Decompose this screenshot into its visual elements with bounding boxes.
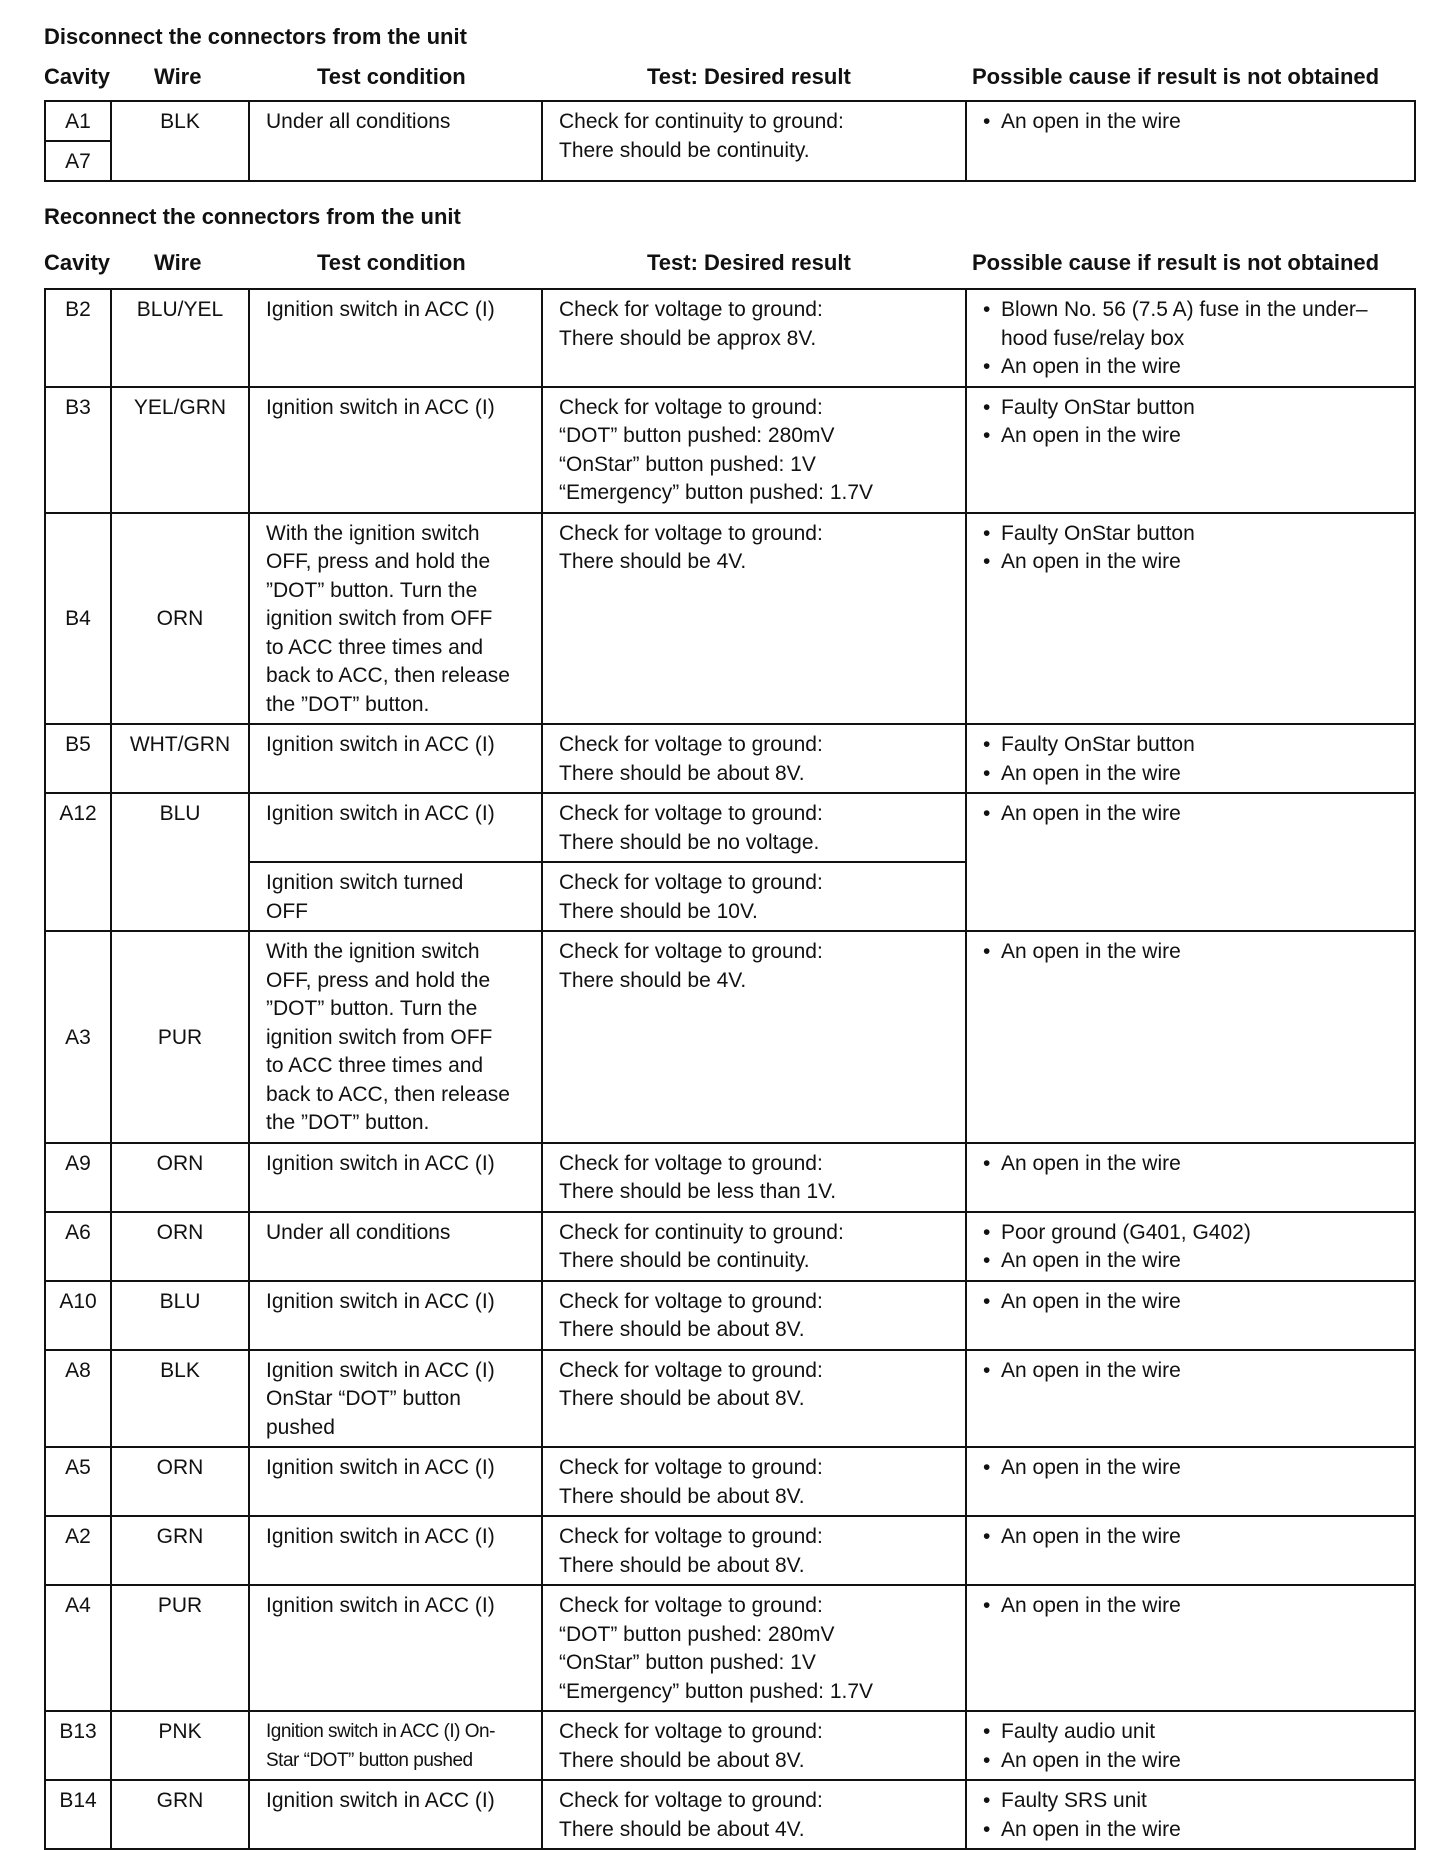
result-cell [542, 1516, 966, 1585]
condition-line: Under all conditions [266, 1220, 451, 1244]
table-row [45, 1350, 1415, 1448]
cause-item: • An open in the wire [983, 1523, 1400, 1552]
cavity-cell [45, 101, 111, 181]
condition-line: Ignition switch in ACC (I) [266, 395, 495, 419]
wire-cell: GRN [111, 1780, 249, 1849]
condition-line: Ignition switch in ACC (I) [266, 1358, 495, 1382]
condition-cell [249, 1212, 542, 1281]
cause-item: • An open in the wire [983, 1357, 1400, 1386]
table-row [45, 387, 1415, 513]
cavity-cell: A5 [45, 1447, 111, 1516]
section-title-reconnect: Reconnect the connectors from the unit [44, 204, 461, 229]
condition-line: Ignition switch in ACC (I) [266, 1151, 495, 1175]
cause-item: • An open in the wire [983, 1288, 1400, 1317]
result-cell [542, 862, 966, 931]
cause-cell [966, 793, 1415, 931]
cause-cell [966, 1516, 1415, 1585]
cause-item: • Poor ground (G401, G402) [983, 1219, 1400, 1248]
header-cavity: Cavity [44, 64, 111, 89]
result-line: Check for voltage to ground: [559, 733, 823, 756]
result-cell [542, 931, 966, 1143]
cavity-cell: A4 [45, 1585, 111, 1711]
result-cell [542, 793, 966, 862]
cause-item: • An open in the wire [983, 353, 1400, 382]
cause-item: • An open in the wire [983, 1247, 1400, 1276]
condition-line: Ignition switch in ACC (I) [266, 1789, 495, 1812]
result-line: “Emergency” button pushed: 1.7V [559, 481, 874, 504]
result-line: Check for voltage to ground: [559, 1594, 823, 1617]
cause-item: • An open in the wire [983, 548, 1400, 577]
result-cell [542, 1281, 966, 1350]
result-line: There should be about 8V. [559, 1748, 805, 1772]
result-line: There should be no voltage. [559, 830, 820, 854]
result-line: “OnStar” button pushed: 1V [559, 452, 816, 476]
cause-item: • An open in the wire [983, 1816, 1400, 1845]
result-line: There should be less than 1V. [559, 1180, 837, 1203]
result-line: There should be continuity. [559, 1249, 810, 1272]
condition-cell [249, 1447, 542, 1516]
result-cell [542, 724, 966, 793]
table-row [45, 931, 1415, 1143]
condition-cell [249, 1516, 542, 1585]
condition-line: the ”DOT” button. [266, 692, 430, 716]
wire-cell: ORN [111, 1143, 249, 1212]
condition-line: With the ignition switch [266, 521, 480, 545]
condition-line: With the ignition switch [266, 940, 480, 963]
result-cell [542, 1212, 966, 1281]
result-cell [542, 101, 966, 181]
condition-line: back to ACC, then release [266, 664, 510, 687]
wire-cell: ORN [111, 1212, 249, 1281]
cause-cell [966, 289, 1415, 387]
condition-cell [249, 1780, 542, 1849]
result-line: There should be about 8V. [559, 1318, 805, 1341]
condition-line: OFF, press and hold the [266, 968, 491, 992]
table-header-disconnect [44, 64, 1414, 100]
wire-cell: BLU [111, 793, 249, 931]
cause-item: • An open in the wire [983, 1454, 1400, 1483]
condition-line: the ”DOT” button. [266, 1111, 430, 1134]
result-line: Check for voltage to ground: [559, 1358, 823, 1382]
table-row [45, 1585, 1415, 1711]
result-line: Check for voltage to ground: [559, 395, 823, 419]
result-line: There should be approx 8V. [559, 326, 817, 350]
result-cell [542, 1350, 966, 1448]
table-row [45, 1780, 1415, 1849]
header-desired-result: Test: Desired result [647, 64, 851, 89]
result-cell [542, 1780, 966, 1849]
wire-cell: BLU/YEL [111, 289, 249, 387]
condition-cell [249, 862, 542, 931]
result-line: “Emergency” button pushed: 1.7V [559, 1679, 874, 1703]
header-wire: Wire [154, 64, 202, 89]
result-line: “DOT” button pushed: 280mV [559, 424, 835, 447]
condition-cell: Under all conditions [249, 101, 542, 181]
result-line: Check for voltage to ground: [559, 521, 823, 545]
table-row [45, 289, 1415, 387]
result-line: Check for voltage to ground: [559, 1151, 823, 1175]
result-line: Check for voltage to ground: [559, 1525, 823, 1548]
wire-cell: WHT/GRN [111, 724, 249, 793]
table-row [45, 1516, 1415, 1585]
condition-line: pushed [266, 1415, 335, 1439]
wire-cell: PUR [111, 1585, 249, 1711]
condition-cell [249, 387, 542, 513]
condition-line: ”DOT” button. Turn the [266, 578, 478, 602]
table-row [45, 1212, 1415, 1281]
cause-cell [966, 1780, 1415, 1849]
cavity-cell: B14 [45, 1780, 111, 1849]
condition-line: OFF, press and hold the [266, 550, 491, 573]
result-line: “DOT” button pushed: 280mV [559, 1622, 835, 1646]
condition-cell [249, 724, 542, 793]
condition-line: Ignition switch in ACC (I) [266, 298, 495, 321]
cause-cell [966, 1212, 1415, 1281]
condition-line: to ACC three times and [266, 1054, 484, 1077]
condition-line: Ignition switch in ACC (I) [266, 1594, 495, 1617]
condition-cell [249, 1585, 542, 1711]
cause-item: • An open in the wire [983, 1747, 1400, 1776]
table-row [45, 793, 1415, 862]
cause-item: • An open in the wire [983, 1150, 1400, 1179]
result-line: Check for voltage to ground: [559, 1289, 823, 1313]
condition-line: Ignition switch in ACC (I) On- [266, 1721, 495, 1742]
cause-item: • An open in the wire [983, 938, 1400, 967]
table-row [45, 724, 1415, 793]
result-line: “OnStar” button pushed: 1V [559, 1651, 816, 1674]
cavity-cell: B2 [45, 289, 111, 387]
condition-line: to ACC three times and [266, 635, 484, 659]
result-line: There should be continuity. [559, 138, 810, 162]
result-cell [542, 387, 966, 513]
cause-cell [966, 1585, 1415, 1711]
condition-cell [249, 931, 542, 1143]
cavity-cell: A10 [45, 1281, 111, 1350]
cause-cell [966, 724, 1415, 793]
cause-cell [966, 1350, 1415, 1448]
cause-item: • Faulty SRS unit [983, 1787, 1400, 1816]
table-row [45, 1281, 1415, 1350]
wire-cell: BLU [111, 1281, 249, 1350]
condition-cell [249, 1281, 542, 1350]
condition-line: back to ACC, then release [266, 1082, 510, 1106]
result-cell [542, 289, 966, 387]
result-line: Check for voltage to ground: [559, 1789, 823, 1812]
cavity-cell: A2 [45, 1516, 111, 1585]
cavity-cell: A3 [45, 931, 111, 1143]
result-cell [542, 1585, 966, 1711]
header-cavity: Cavity [44, 250, 111, 275]
cause-cell [966, 1447, 1415, 1516]
result-line: There should be about 4V. [559, 1817, 805, 1841]
cause-cell [966, 1281, 1415, 1350]
disconnect-table [44, 100, 1416, 182]
result-line: There should be 10V. [559, 899, 758, 923]
wire-cell: BLK [111, 1350, 249, 1448]
condition-cell [249, 513, 542, 725]
condition-line: ”DOT” button. Turn the [266, 997, 478, 1020]
condition-line: ignition switch from OFF [266, 1025, 493, 1049]
condition-cell [249, 793, 542, 862]
result-line: Check for voltage to ground: [559, 940, 823, 963]
result-cell [542, 513, 966, 725]
section-title-disconnect: Disconnect the connectors from the unit [44, 24, 467, 49]
result-line: There should be 4V. [559, 550, 747, 573]
condition-line: Ignition switch in ACC (I) [266, 802, 495, 825]
table-row [45, 1143, 1415, 1212]
cause-item: • Faulty OnStar button [983, 394, 1400, 423]
condition-line: OnStar “DOT” button [266, 1387, 461, 1410]
condition-line: Star “DOT” button pushed [266, 1749, 473, 1771]
wire-cell: PUR [111, 931, 249, 1143]
cause-item: • An open in the wire [983, 108, 1400, 137]
result-line: Check for voltage to ground: [559, 802, 823, 825]
cause-cell [966, 1711, 1415, 1780]
result-line: Check for continuity to ground: [559, 1220, 844, 1244]
cavity-cell: A8 [45, 1350, 111, 1448]
result-line: Check for voltage to ground: [559, 871, 823, 894]
cavity-a1: A1 [46, 102, 110, 142]
wire-cell: BLK [111, 101, 249, 181]
cause-item: • Faulty OnStar button [983, 520, 1400, 549]
cavity-cell: B4 [45, 513, 111, 725]
cause-item: • Faulty OnStar button [983, 731, 1400, 760]
cavity-cell: A12 [45, 793, 111, 931]
header-wire: Wire [154, 250, 202, 275]
cavity-a7: A7 [65, 150, 91, 173]
result-cell [542, 1711, 966, 1780]
result-line: There should be about 8V. [559, 761, 805, 785]
reconnect-table [44, 288, 1416, 1850]
cause-cell [966, 1143, 1415, 1212]
cause-cell [966, 513, 1415, 725]
condition-line: Ignition switch in ACC (I) [266, 733, 495, 756]
table-header-reconnect [44, 250, 1414, 286]
cause-cell [966, 387, 1415, 513]
cause-item: • Blown No. 56 (7.5 A) fuse in the under–hood fuse/relay box [983, 296, 1400, 353]
result-line: There should be about 8V. [559, 1387, 805, 1410]
result-line: Check for continuity to ground: [559, 110, 844, 133]
condition-line: Ignition switch in ACC (I) [266, 1456, 495, 1479]
result-cell [542, 1447, 966, 1516]
cause-cell [966, 931, 1415, 1143]
result-line: There should be 4V. [559, 968, 747, 992]
header-test-condition: Test condition [317, 64, 466, 89]
result-line: There should be about 8V. [559, 1484, 805, 1508]
condition-line: ignition switch from OFF [266, 607, 493, 630]
cavity-cell: B3 [45, 387, 111, 513]
cavity-cell: B13 [45, 1711, 111, 1780]
cause-item: • An open in the wire [983, 1592, 1400, 1621]
wire-cell: ORN [111, 513, 249, 725]
table-row [45, 513, 1415, 725]
result-line: Check for voltage to ground: [559, 1720, 823, 1743]
result-cell [542, 1143, 966, 1212]
cause-item: • An open in the wire [983, 800, 1400, 829]
wire-cell: PNK [111, 1711, 249, 1780]
cause-item: • Faulty audio unit [983, 1718, 1400, 1747]
condition-cell [249, 1143, 542, 1212]
cause-item: • An open in the wire [983, 760, 1400, 789]
condition-cell [249, 289, 542, 387]
result-line: There should be about 8V. [559, 1553, 805, 1577]
header-possible-cause: Possible cause if result is not obtained [972, 250, 1380, 275]
wire-cell: GRN [111, 1516, 249, 1585]
result-line: Check for voltage to ground: [559, 1456, 823, 1479]
table-row [45, 1711, 1415, 1780]
condition-cell [249, 1350, 542, 1448]
cavity-cell: B5 [45, 724, 111, 793]
header-possible-cause: Possible cause if result is not obtained [972, 64, 1380, 89]
cavity-cell: A9 [45, 1143, 111, 1212]
condition-cell [249, 1711, 542, 1780]
condition-line: Ignition switch in ACC (I) [266, 1525, 495, 1548]
condition-line: Ignition switch in ACC (I) [266, 1289, 495, 1313]
wire-cell: ORN [111, 1447, 249, 1516]
condition-line: Ignition switch turned [266, 871, 464, 894]
condition-line: OFF [266, 899, 308, 923]
cause-item: • An open in the wire [983, 422, 1400, 451]
header-test-condition: Test condition [317, 250, 466, 275]
table-row [45, 1447, 1415, 1516]
cavity-cell: A6 [45, 1212, 111, 1281]
wire-cell: YEL/GRN [111, 387, 249, 513]
result-line: Check for voltage to ground: [559, 298, 823, 321]
table-row [45, 101, 1415, 181]
header-desired-result: Test: Desired result [647, 250, 851, 275]
cause-cell [966, 101, 1415, 181]
